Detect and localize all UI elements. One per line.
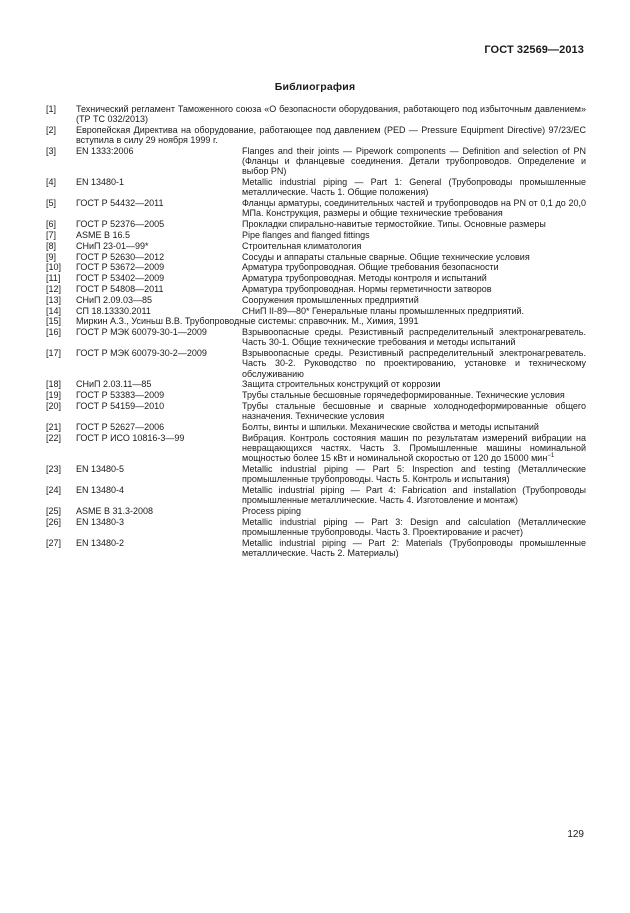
- entry-standard-code: ГОСТ Р 52627—2006: [76, 421, 165, 432]
- bibliography-entry: [46, 327, 586, 347]
- entry-description-text: СНиП II-89—80* Генеральные планы промышленных предприятий.: [242, 305, 525, 316]
- entry-description: [242, 401, 586, 421]
- bibliography-entry: [46, 379, 586, 389]
- bibliography-entry: [46, 198, 586, 218]
- entry-number: [7]: [46, 230, 57, 240]
- entry-description-text: Европейская Директива на оборудование, работающее под давлением (PED — Pressure Equipment Directive) 97/23/ЕС вступила в силу 29 ноября 1999 г.: [76, 125, 586, 146]
- entry-description-text: Арматура трубопроводная. Общие требования безопасности: [242, 262, 499, 273]
- entry-number: [25]: [46, 505, 62, 516]
- entry-description-text: Сосуды и аппараты стальные сварные. Общие технические условия: [242, 251, 530, 262]
- entry-number: [1]: [46, 104, 57, 114]
- section-title: Библиография: [274, 81, 356, 93]
- bibliography-entry: [46, 433, 586, 464]
- entry-number: [12]: [46, 283, 62, 294]
- entry-description-text: Строительная климатология: [242, 240, 362, 251]
- bibliography-entry: [46, 273, 586, 283]
- entry-number: [9]: [46, 251, 57, 262]
- entry-standard-code: ГОСТ Р 53383—2009: [76, 390, 165, 401]
- bibliography-entry: [46, 390, 586, 400]
- entry-standard-code: СНиП 23-01—99*: [76, 240, 149, 251]
- entry-description-text: Прокладки спирально-навитые термостойкие. Типы. Основные размеры: [242, 219, 546, 230]
- bibliography-entry: [46, 219, 586, 229]
- entry-number: [3]: [46, 146, 57, 156]
- entry-description: [242, 506, 586, 516]
- entry-number: [27]: [46, 537, 62, 548]
- entry-description-text: Взрывоопасные среды. Резистивный распределительный электронагреватель. Часть 30-1. Общие технические требования и методы испытаний: [242, 327, 586, 348]
- entry-standard-code: ГОСТ Р 54159—2010: [76, 400, 165, 411]
- entry-standard-code: EN 1333:2006: [76, 146, 134, 156]
- bibliography-entry: [46, 295, 586, 305]
- entry-description: [76, 104, 586, 124]
- entry-description-text: Metallic industrial piping — Part 4: Fabrication and installation (Трубопроводы промышленные металлические. Часть 4. Изготовление и монтаж): [242, 484, 586, 506]
- entry-description-text: Технический регламент Таможенного союза «О безопасности оборудования, работающего под избыточным давлением» (ТР ТС 032/2013): [76, 104, 586, 125]
- bibliography-entry: [46, 485, 586, 505]
- bibliography-entry: [46, 306, 586, 316]
- entry-number: [23]: [46, 463, 62, 474]
- entry-standard-code: EN 13480-4: [76, 484, 125, 495]
- entry-description: [242, 517, 586, 537]
- entry-number: [14]: [46, 305, 62, 316]
- entry-description: [242, 241, 586, 251]
- entry-description: [242, 198, 586, 218]
- entry-description-text: Защита строительных конструкций от коррозии: [242, 379, 441, 390]
- entry-description-text: Фланцы арматуры, соединительных частей и трубопроводов на PN от 0,1 до 20,0 МПа. Конструкция, размеры и общие технические требования: [242, 198, 586, 219]
- bibliography-entry: [46, 401, 586, 421]
- entry-description: [242, 146, 586, 177]
- entry-standard-code: EN 13480-3: [76, 516, 125, 527]
- entry-number: [18]: [46, 379, 62, 390]
- entry-standard-code: ГОСТ Р 54808—2011: [76, 283, 164, 294]
- entry-description: [242, 538, 586, 558]
- entry-standard-code: ГОСТ Р 53672—2009: [76, 262, 165, 273]
- entry-standard-code: ASME B 31.3-2008: [76, 505, 154, 516]
- entry-description: [242, 295, 586, 305]
- bibliography-entry: [46, 146, 586, 177]
- bibliography-entry: [46, 230, 586, 240]
- entry-number: [22]: [46, 432, 62, 443]
- bibliography-entry: [46, 464, 586, 484]
- entry-description: [242, 433, 586, 464]
- entry-description-text: Арматура трубопроводная. Нормы герметичности затворов: [242, 283, 492, 294]
- entry-standard-code: СНиП 2.03.11—85: [76, 379, 152, 390]
- entry-description-text: Metallic industrial piping — Part 5: Inspection and testing (Металлические промышленные трубопроводы. Часть 5. Контроль и испытания): [242, 463, 586, 485]
- entry-number: [11]: [46, 273, 61, 284]
- entry-description: [242, 390, 586, 400]
- entry-standard-code: ГОСТ Р ИСО 10816-3—99: [76, 432, 185, 443]
- entry-number: [10]: [46, 262, 62, 273]
- entry-standard-code: ГОСТ Р МЭК 60079-30-1—2009: [76, 327, 207, 338]
- entry-standard-code: EN 13480-2: [76, 537, 125, 548]
- entry-description-text: Flanges and their joints — Pipework components — Definition and selection of PN (Фланцы и фланцевые соединения. Детали трубопроводов. Определение и выбор PN): [242, 146, 586, 177]
- entry-description: [242, 230, 586, 240]
- entry-number: [16]: [46, 327, 62, 338]
- entry-number: [4]: [46, 177, 57, 188]
- entry-description-text: Трубы стальные бесшовные горячедеформированные. Технические условия: [242, 390, 565, 401]
- bibliography-entry: [46, 125, 586, 145]
- entry-description-text: Арматура трубопроводная. Методы контроля и испытаний: [242, 273, 487, 284]
- entry-description: [76, 316, 586, 326]
- entry-number: [19]: [46, 390, 62, 401]
- bibliography-entry: [46, 104, 586, 124]
- entry-number: [2]: [46, 125, 57, 135]
- entry-standard-code: ГОСТ Р 52630—2012: [76, 251, 165, 262]
- entry-description: [242, 252, 586, 262]
- entry-number: [13]: [46, 294, 62, 305]
- entry-description-text: Вибрация. Контроль состояния машин по результатам измерений вибрации на невращающихся частях. Часть 3. Промышленные машины номинальной мощностью более 15 кВт и номинальной скоростью от 120 до 15000 мин: [242, 432, 586, 464]
- entry-standard-code: ГОСТ Р 53402—2009: [76, 273, 165, 284]
- entry-description: [242, 485, 586, 505]
- entry-standard-code: EN 13480-5: [76, 463, 125, 474]
- entry-standard-code: ASME B 16.5: [76, 230, 131, 240]
- entry-superscript: −1: [547, 453, 555, 460]
- entry-description: [242, 464, 586, 484]
- entry-description-text: Metallic industrial piping — Part 1: General (Трубопроводы промышленные металлические. Часть 1. Общие положения): [242, 177, 586, 198]
- entry-standard-code: ГОСТ Р 54432—2011: [76, 198, 164, 209]
- bibliography-entry: [46, 177, 586, 197]
- entry-description-text: Взрывоопасные среды. Резистивный распределительный электронагреватель. Часть 30-2. Руководство по проектированию, установке и техническому обслуживанию: [242, 348, 586, 379]
- entry-description: [242, 348, 586, 379]
- entry-standard-code: ГОСТ Р 52376—2005: [76, 219, 165, 230]
- entry-standard-code: СП 18.13330.2011: [76, 305, 151, 316]
- entry-number: [8]: [46, 240, 57, 251]
- bibliography-list: [46, 104, 586, 559]
- entry-description: [242, 177, 586, 197]
- entry-number: [24]: [46, 484, 62, 495]
- entry-description-text: Metallic industrial piping — Part 3: Design and calculation (Металлические промышленные трубопроводы. Часть 3. Проектирование и расчет): [242, 516, 586, 537]
- entry-standard-code: СНиП 2.09.03—85: [76, 294, 153, 305]
- bibliography-entry: [46, 316, 586, 326]
- entry-description: [242, 327, 586, 347]
- bibliography-entry: [46, 252, 586, 262]
- entry-number: [15]: [46, 316, 62, 327]
- page-number: 129: [567, 829, 584, 840]
- bibliography-entry: [46, 241, 586, 251]
- entry-description-text: Трубы стальные бесшовные и сварные холоднодеформированные общего назначения. Технические условия: [242, 400, 586, 422]
- bibliography-entry: [46, 538, 586, 558]
- entry-description: [242, 422, 586, 432]
- entry-standard-code: ГОСТ Р МЭК 60079-30-2—2009: [76, 348, 207, 359]
- bibliography-entry: [46, 517, 586, 537]
- entry-number: [20]: [46, 400, 62, 411]
- entry-description: [242, 273, 586, 283]
- bibliography-entry: [46, 348, 586, 379]
- entry-description: [242, 306, 586, 316]
- bibliography-entry: [46, 422, 586, 432]
- entry-description-text: Сооружения промышленных предприятий: [242, 294, 419, 305]
- entry-description: [242, 379, 586, 389]
- entry-standard-code: EN 13480-1: [76, 177, 125, 188]
- entry-number: [26]: [46, 516, 62, 527]
- entry-description-text: Миркин А.З., Усиньш В.В. Трубопроводные системы: справочник. М., Химия, 1991: [76, 316, 419, 327]
- entry-number: [5]: [46, 198, 57, 209]
- entry-description-text: Болты, винты и шпильки. Механические свойства и методы испытаний: [242, 421, 539, 432]
- bibliography-entry: [46, 284, 586, 294]
- entry-number: [6]: [46, 219, 57, 230]
- document-code: ГОСТ 32569—2013: [484, 44, 584, 56]
- entry-description-text: Pipe flanges and flanged fittings: [242, 230, 370, 240]
- entry-description: [242, 262, 586, 272]
- entry-description: [242, 219, 586, 229]
- entry-description: [76, 125, 586, 145]
- entry-description-text: Process piping: [242, 505, 302, 516]
- entry-number: [17]: [46, 348, 62, 359]
- entry-number: [21]: [46, 421, 62, 432]
- entry-description-text: Metallic industrial piping — Part 2: Materials (Трубопроводы промышленные металлические. Часть 2. Материалы): [242, 537, 586, 558]
- bibliography-entry: [46, 506, 586, 516]
- bibliography-entry: [46, 262, 586, 272]
- entry-description: [242, 284, 586, 294]
